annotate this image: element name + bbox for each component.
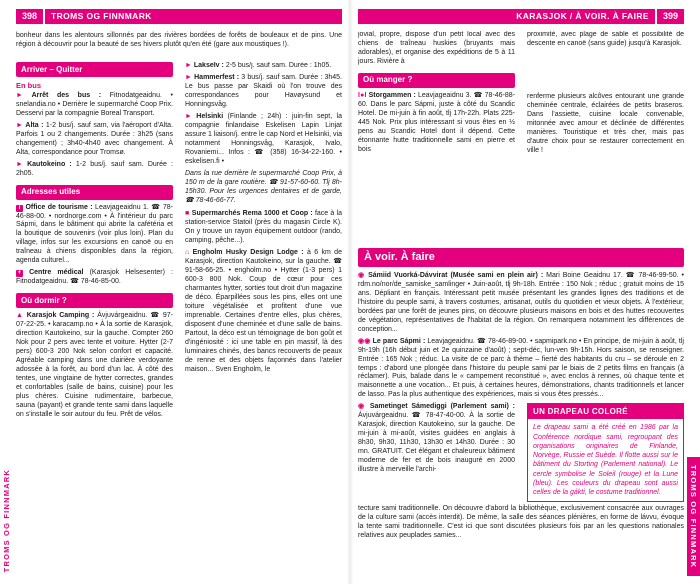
entry-text: 1-2 bus/j. sauf sam, via l'aéroport d'Alta. Parfois 1 ou 2 changements. Durée : 3h25 (sans changement) ; 3h40-4h40 avec changement. À Alta, correspondance pour Tromsø. — [16, 121, 174, 156]
entry-lakselv — [185, 62, 342, 71]
section-ou-manger: Où manger ? — [358, 73, 515, 88]
continuation-paragraph: proximité, avec plage de sable et possibilité de descente en canoë (sans guide) jusqu'à Karasjok. — [527, 31, 684, 47]
medical-cross-icon: + — [17, 270, 22, 277]
entry-text: Leavjageaidnu. ☎ 78-46-89-00. • sapmipark.no • En principe, de mi-juin à août, tlj 9h-19h (16h début juin et 2e quinzaine d'août) ; sept-déc, lun-ven 9h-15h. Hors saison, se renseigner. Entrée : 165 Nok ; réduc. La visite de ce parc à thème – fierté des habitants du cru – se déroule en 2 temps : d'abord une plongée dans l'histoire du peuple sami par le biais de 2 petits films en français (à réclamer). Puis, balade dans le « campement reconstitué », avec enclos à rennes, où chaque tente et maisonnette a une vocation... Et puis, à certaines heures, démonstrations, chants traditionnels et lancer de lasso. Pas la plus authentique des expériences, mais si vous êtes pressés... — [358, 337, 684, 399]
sight-icon: ◉ — [358, 272, 366, 279]
right-running-head: KARASJOK / À VOIR. À FAIRE — [358, 9, 655, 24]
entry-storgammen — [358, 92, 515, 155]
sidebar-box-flag — [527, 403, 684, 502]
arrow-icon: ► — [185, 73, 192, 81]
entry-text: face à la station-service Statoil (près du magasin Circle K). On y trouve un rayon équipement outdoor (rando, camping, pêche...). — [185, 210, 342, 245]
sametinget-continuation: tecture sami traditionnelle. On découvre d'abord la bibliothèque, exclusivement consacrée aux ouvrages de la culture sami (accès interdit). De même, la salle des séances plénières, en forme de lávvu, évoque la tente sami traditionnelle. C'est ici que sont discutées plusieurs fois par an les questions nationales relatives aux peuplades samies... — [358, 505, 684, 540]
entry-helsinki — [185, 113, 342, 167]
entry-title: Centre médical — [29, 269, 84, 277]
entry-text: (Karasjok Helsesenter) : Fitnodatgeaidnu. ☎ 78-46-85-00. — [16, 269, 173, 286]
left-column-1 — [16, 62, 173, 572]
entry-text: à 6 km de Karasjok, direction Kautokeino, sur la gauche. ☎ 91-58-66-25. • engholm.no • Hytter (1-3 pers) 1 600-3 800 Nok. Coup de cœur pour ces charmantes hytter, sorties tout droit d'un magazine de déco. Éparpillées sous les pins, elles ont une toiture végétalisée et profitent d'une vue imprenable. Certaines d'entre elles, plus chères, disposent d'une cheminée et d'une salle de bains. Partout, la déco est un témoignage de bon goût et d'ingéniosité : ici une table en pin massif, là des luminaires chinés, des bancs recouverts de peaux de renne et des objets façonnés dans l'atelier maison... Sven Engholm, le — [185, 249, 342, 373]
arrow-icon: ► — [16, 121, 23, 129]
entry-title: Helsinki — [196, 112, 224, 120]
left-page-columns — [16, 62, 342, 572]
entry-title: Kautokeino : — [27, 160, 72, 168]
bottom-column-1 — [358, 403, 515, 502]
dentist-note: Dans la rue derrière le supermarché Coop Prix, à 150 m de la gare routière. ☎ 91-57-60-60. Tlj 8h-15h30. Pour les urgences dentaires et de garde, ☎ 78-46-66-77. — [185, 170, 342, 205]
sight-icon: ◉ — [358, 403, 366, 411]
arrow-icon: ► — [185, 62, 192, 69]
tent-icon: ▲ — [16, 312, 24, 320]
section-a-voir-a-faire: À voir. À faire — [358, 248, 684, 267]
right-page-header — [358, 9, 684, 24]
right-column-1 — [358, 31, 515, 248]
entry-engholm-lodge — [185, 249, 342, 374]
entry-title: Engholm Husky Design Lodge : — [192, 249, 304, 257]
entry-alta — [16, 122, 173, 158]
entry-sametinget — [358, 403, 515, 475]
box-title: UN DRAPEAU COLORÉ — [528, 404, 683, 419]
entry-text: 2-5 bus/j. sauf sam. Durée : 1h05. — [225, 62, 332, 69]
left-page-header — [16, 9, 342, 24]
entry-hammerfest — [185, 74, 342, 110]
section-adresses-utiles: Adresses utiles — [16, 185, 173, 200]
house-icon: ⌂ — [185, 249, 190, 257]
entry-title: Alta : — [25, 121, 44, 129]
entry-parc-sapmi — [358, 338, 684, 401]
entry-text: 1-2 bus/j. sauf sam. Durée : 2h05. — [16, 160, 174, 177]
restaurant-icon: I●I — [358, 91, 367, 99]
storgammen-continuation: renferme plusieurs alcôves entourant une grande cheminée centrale, éclairées de petits braseros. Dans l'assiette, cuisine locale convenable, mitonnée avec amour et déclinée de différentes manières. Touristique et très cher, mais pas d'autre choix pour se restaurer correctement en ville ! — [527, 92, 684, 154]
entry-kautokeino — [16, 161, 173, 179]
entry-title: Sametinget Sámediggi (Parlement sami) : — [369, 403, 516, 411]
page-gutter — [347, 0, 353, 584]
left-column-2 — [185, 62, 342, 572]
entry-text: Leavjageaidnu 3. ☎ 78-46-88-60. Dans le parc Sápmi, juste à côté du Scandic Hotel. De mi-juin à fin août, tlj 17h-22h. Plats 225-445 Nok. Prix plus intéressant si vous êtes en ½ pens au Scandic Hotel dont il dépend. Cette étonnante hutte traditionnelle sami en pierre et bois — [358, 91, 515, 153]
box-body: Le drapeau sami a été créé en 1986 par la Conférence nordique sami, regroupant des organisations originaires de Finlande, Norvège, Russie et Suède. Il flotte aussi sur le bâtiment du Storting (Parlement national). Le cercle symbolise le Soleil (rouge) et la Lune (bleu). Les couleurs du drapeau sont aussi celles de la gákti, le costume traditionnel. — [533, 424, 678, 496]
entry-title: Supermarchés Rema 1000 et Coop : — [191, 210, 313, 218]
right-column-2 — [527, 31, 684, 248]
subsection-en-bus: En bus — [16, 81, 42, 90]
entry-text: Leavjageaidnu 1. ☎ 78-46-88-00. • nordnorge.com • À l'intérieur du parc Sápmi, dans le bâtiment qui abrite la cafétéria et la boutique de souvenirs (voir plus loin). Plan du village, infos sur les excursions en canoë ou en traîneau à chiens disponibles dans la région, agenda culturel... — [16, 203, 174, 265]
section-ou-dormir: Où dormir ? — [16, 293, 173, 308]
entry-text: Mari Boine Geaidnu 17. ☎ 78-46-99-50. • rdm.no/nor/de_samiske_samlinger • Juin-août, tlj 9h-18h. Entrée : 150 Nok ; réduc ; gratuit moins de 15 ans. Dépliant en français. Intéressant petit musée présentant les grandes lignes des traditions et de l'histoire du peuple sami, à travers costumes, artisanat, outils du quotidien et vieux objets. À l'extérieur, bordées par une forêt de jeunes pins, on découvre plusieurs maisons en bois et des huttes recouvertes de végétation, représentatives de l'habitat de la région. On remarquera notamment les différences de conception... — [358, 272, 684, 333]
entry-title: Arrêt des bus : — [31, 92, 102, 99]
arrow-icon: ► — [16, 160, 23, 168]
continuation-paragraph: jovial, propre, dispose d'un petit local avec des chiens de traîneau huskies (bruyants mais adorables), et organise des expéditions de 5 à 11 jours. Rivière à — [358, 31, 515, 65]
basket-icon: ■ — [185, 210, 190, 218]
entry-title: Hammerfest : — [194, 73, 240, 81]
left-side-tab: TROMS OG FINNMARK — [2, 468, 11, 572]
entry-title: Storgammen : — [368, 91, 416, 99]
intro-paragraph: bonheur dans les alentours sillonnés par des rivières bordées de forêts de bouleaux et de pins. Une région à découvrir pour la beauté de ses hivers plutôt qu'en été (gare aux moustiques !). — [16, 32, 342, 49]
entry-arret-des-bus — [16, 92, 173, 119]
entry-text: Fitnodatgeaidnu. • snelandia.no • Derrière le supermarché Coop Prix. Desservi par la compagnie Boreal Transport. — [16, 92, 174, 117]
entry-office-tourisme — [16, 204, 173, 267]
entry-musee-sami — [358, 272, 684, 335]
entry-text: Ávjuvárgeaidnu. ☎ 97-07-22-25. • karacamp.no • À la sortie de Karasjok, direction Kautokeino, sur la gauche. Compter 260 Nok pour 2 pers avec tente et voiture. Hytter (2-7 pers) 600-3 200 Nok selon confort et capacité. Agréable camping dans une clairière verdoyante adossée à la forêt, au bord d'un lac. À côté des tentes, une vingtaine de hytter correctes, grandes et confortables (salle de bains, cuisine) pour les plus chères. Cuisine rudimentaire, barbecue, sauna (payant) et grande tente sami dans laquelle on s'installe le soir autour du feu. Prêt de vélos. — [16, 312, 173, 418]
right-page-number: 399 — [657, 9, 684, 24]
right-page-lower — [358, 248, 684, 580]
arrow-icon: ► — [16, 92, 23, 99]
info-icon: i — [16, 205, 23, 212]
bottom-column-2 — [527, 403, 684, 502]
entry-title: Karasjok Camping : — [26, 312, 95, 320]
entry-title: Office de tourisme : — [25, 203, 93, 211]
entry-karasjok-camping — [16, 312, 173, 419]
entry-text: Ávjuvárgeaidnu. ☎ 78-47-40-00. À la sortie de Karasjok, direction Kautokeino, sur la gauche. De mi-juin à mi-août, visites guidées en anglais à 8h30, 9h30, 11h30, 13h30 et 14h30. Durée : 30 mn. GRATUIT. Cet élégant et chaleureux bâtiment moderne de fer et de bois inauguré en 2000 illustre à merveille l'archi- — [358, 412, 515, 474]
entry-title: Le parc Sápmi : — [372, 337, 426, 345]
entry-title: Sámiid Vuorká-Dávvirat (Musée sami en plein air) : — [368, 272, 544, 279]
entry-centre-medical — [16, 269, 173, 287]
right-side-tab: TROMS OG FINNMARK — [687, 457, 700, 576]
arrow-icon: ► — [185, 112, 192, 120]
right-page-top-columns — [358, 31, 684, 248]
entry-supermarches — [185, 210, 342, 246]
right-page-bottom-columns — [358, 403, 684, 502]
entry-text: (Finlande ; 24h) : juin-fin sept, la compagnie finlandaise Eskelisen Lapin Linjat assure 1 liaison/j. entre le cap Nord et Helsinki, via notamment Honningsvåg, Karasjok, Ivalo, Rovaniemi... Infos : ☎ (358) 16-34-22-160. • eskelisen.fi • — [185, 112, 342, 165]
left-running-head: TROMS OG FINNMARK — [45, 9, 342, 24]
sight-icon: ◉◉ — [358, 337, 371, 345]
entry-text: 3 bus/j. sauf sam. Durée : 3h45. Le bus passe par Skaidi où l'on trouve des correspondances pour Havøysund et Honningsvåg. — [185, 73, 342, 108]
section-arriver-quitter: Arriver – Quitter — [16, 62, 173, 77]
entry-title: Lakselv : — [193, 62, 224, 69]
left-page-number: 398 — [16, 9, 43, 24]
